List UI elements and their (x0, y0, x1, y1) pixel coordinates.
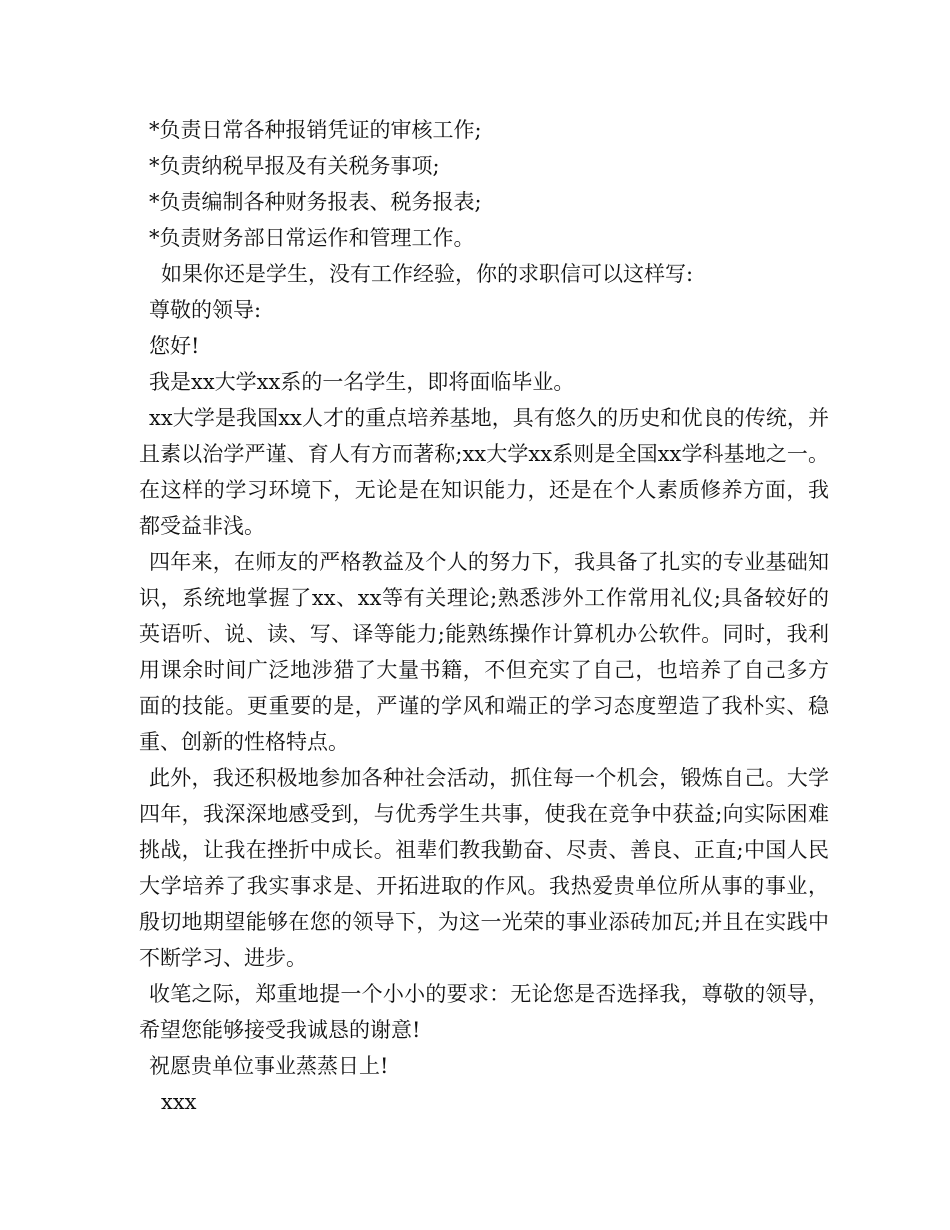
document-body (139, 112, 829, 1120)
paragraph-duty-3: *负责编制各种财务报表、税务报表; (149, 190, 482, 214)
paragraph-wishes: 祝愿贵单位事业蒸蒸日上! (149, 1054, 389, 1078)
paragraph-self-intro: 我是xx大学xx系的一名学生，即将面临毕业。 (149, 370, 575, 394)
paragraph-intro: 如果你还是学生，没有工作经验，你的求职信可以这样写: (161, 262, 694, 286)
paragraph-duty-2: *负责纳税早报及有关税务事项; (149, 154, 440, 178)
paragraph-skills: 四年来，在师友的严格教益及个人的努力下，我具备了扎实的专业基础知识，系统地掌握了xx、xx等有关理论;熟悉涉外工作常用礼仪;具备较好的英语听、说、读、写、译等能力;能熟练操作计算机办公软件。同时，我利用课余时间广泛地涉猎了大量书籍，不但充实了自己，也培养了自己多方面的技能。更重要的是，严谨的学风和端正的学习态度塑造了我朴实、稳重、创新的性格特点。 (139, 550, 829, 754)
paragraph-closing-request: 收笔之际，郑重地提一个小小的要求：无论您是否选择我，尊敬的领导，希望您能够接受我诚恳的谢意! (139, 982, 829, 1042)
greeting: 您好! (149, 334, 200, 358)
paragraph-activities: 此外，我还积极地参加各种社会活动，抓住每一个机会，锻炼自己。大学四年，我深深地感受到，与优秀学生共事，使我在竞争中获益;向实际困难挑战，让我在挫折中成长。祖辈们教我勤奋、尽责、善良、正直;中国人民大学培养了我实事求是、开拓进取的作风。我热爱贵单位所从事的事业，殷切地期望能够在您的领导下，为这一光荣的事业添砖加瓦;并且在实践中不断学习、进步。 (139, 766, 829, 970)
paragraph-duty-4: *负责财务部日常运作和管理工作。 (149, 226, 475, 250)
paragraph-duty-1: *负责日常各种报销凭证的审核工作; (149, 118, 482, 142)
paragraph-university: xx大学是我国xx人才的重点培养基地，具有悠久的历史和优良的传统，并且素以治学严谨、育人有方而著称;xx大学xx系则是全国xx学科基地之一。在这样的学习环境下，无论是在知识能力，还是在个人素质修养方面，我都受益非浅。 (139, 406, 829, 538)
salutation: 尊敬的领导: (149, 298, 262, 322)
signature: xxx (161, 1090, 197, 1114)
